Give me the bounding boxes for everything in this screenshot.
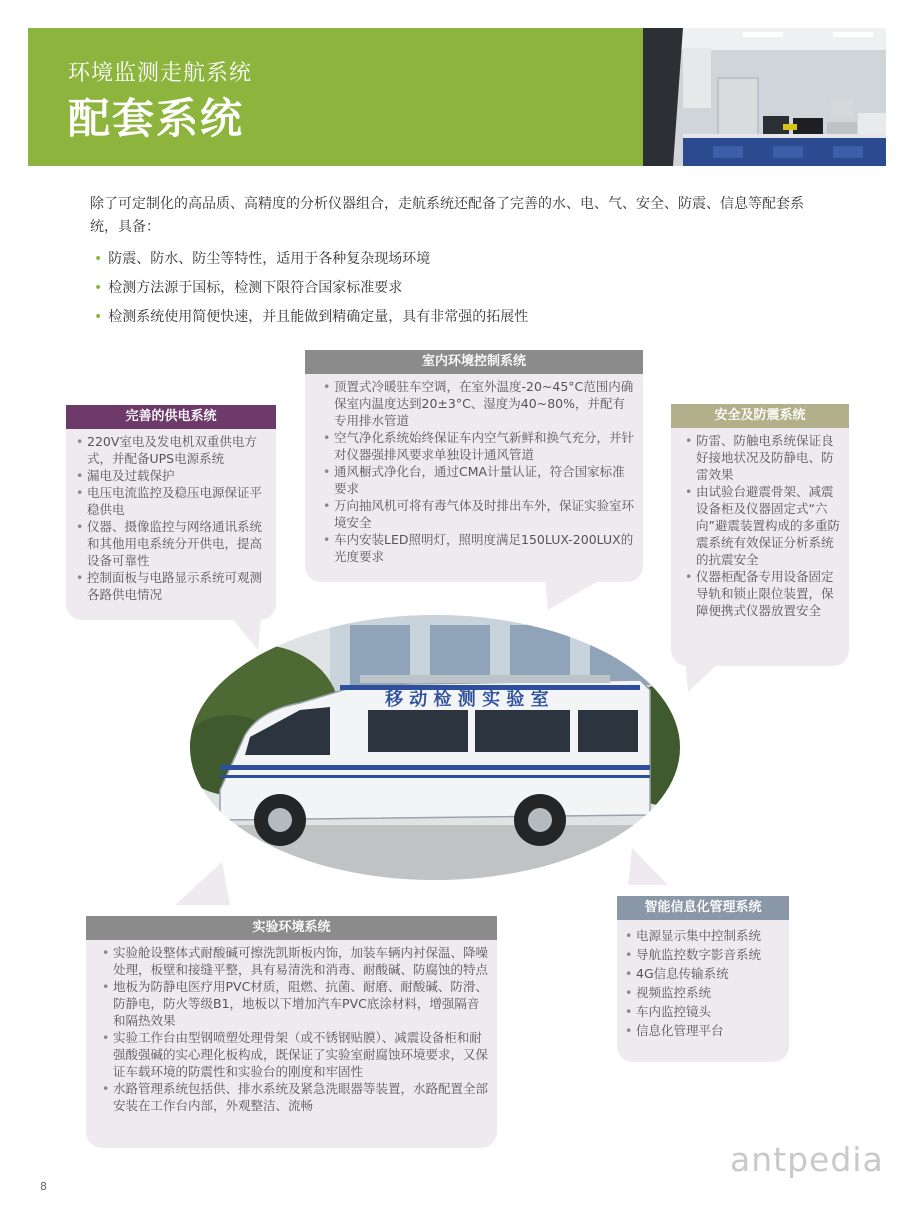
header-subtitle: 环境监测走航系统 [68, 61, 253, 86]
list-item: • 车内监控镜头 [625, 1002, 787, 1021]
list-item: • 视频监控系统 [625, 983, 787, 1002]
list-item: • 4G信息传输系统 [625, 964, 787, 983]
indoor-control-box [305, 350, 643, 582]
list-item: • 防雷、防触电系统保证良好接地状况及防静电、防雷效果 [685, 432, 843, 483]
list-item: • 仪器、摄像监控与网络通讯系统和其他用电系统分开供电，提高设备可靠性 [76, 518, 271, 569]
list-item: • 仪器柜配备专用设备固定导轨和锁止限位装置，保障便携式仪器放置安全 [685, 568, 843, 619]
intro-paragraph: 除了可定制化的高品质、高精度的分析仪器组合，走航系统还配备了完善的水、电、气、安全、防震、信息等配套系统，具备： [90, 196, 804, 235]
list-item: • 信息化管理平台 [625, 1021, 787, 1040]
list-item: • 漏电及过载保护 [76, 467, 271, 484]
bullet-dot-icon: • [94, 309, 103, 325]
list-item: • 车内安装LED照明灯，照明度满足150LUX-200LUX的光度要求 [323, 531, 635, 565]
info-management-title: 智能信息化管理系统 [617, 896, 789, 920]
list-item: • 地板为防静电医疗用PVC材质，阻燃、抗菌、耐磨、耐酸碱、防滑、防静电，防火等级B1，地板以下增加汽车PVC底涂材料，增强隔音和隔热效果 [102, 978, 488, 1029]
safety-box [671, 404, 849, 666]
list-item: • 由试验台避震骨架、减震设备柜及仪器固定式“六向”避震装置构成的多重防震系统有效保证分析系统的抗震安全 [685, 483, 843, 568]
antpedia-logo: antpedia [730, 1140, 884, 1179]
indoor-control-title: 室内环境控制系统 [305, 350, 643, 374]
intro-bullet: • 防震、防水、防尘等特性，适用于各种复杂现场环境 [94, 251, 431, 267]
list-item: • 万向抽风机可将有毒气体及时排出车外，保证实验室环境安全 [323, 497, 635, 531]
intro-bullet: • 检测方法源于国标，检测下限符合国家标准要求 [94, 280, 403, 296]
vehicle-photo [190, 615, 680, 880]
list-item: • 电源显示集中控制系统 [625, 926, 787, 945]
bullet-dot-icon: • [94, 280, 103, 296]
lab-environment-box [86, 916, 497, 1148]
list-item: • 220V室电及发电机双重供电方式，并配备UPS电源系统 [76, 433, 271, 467]
info-management-box [617, 896, 789, 1062]
list-item: • 控制面板与电路显示系统可观测各路供电情况 [76, 569, 271, 603]
list-item: • 顶置式冷暖驻车空调，在室外温度-20~45°C范围内确保室内温度达到20±3°C、湿度为40~80%，并配有专用排水管道 [323, 378, 635, 429]
list-item: • 导航监控数字影音系统 [625, 945, 787, 964]
lab-environment-title: 实验环境系统 [86, 916, 497, 940]
power-supply-title: 完善的供电系统 [66, 405, 276, 429]
page-number: 8 [40, 1180, 47, 1193]
list-item: • 通风橱式净化台，通过CMA计量认证，符合国家标准要求 [323, 463, 635, 497]
bullet-dot-icon: • [94, 251, 103, 267]
list-item: • 电压电流监控及稳压电源保证平稳供电 [76, 484, 271, 518]
power-supply-box [66, 405, 276, 620]
list-item: • 实验舱设整体式耐酸碱可擦洗凯斯板内饰，加装车辆内衬保温、降噪处理，板壁和接缝平整，具有易清洗和消毒、耐酸碱、防腐蚀的特点 [102, 944, 488, 978]
header-title: 配套系统 [68, 94, 245, 143]
list-item: • 实验工作台由型钢喷塑处理骨架（或不锈钢贴膜）、减震设备柜和耐强酸强碱的实心理化板构成，既保证了实验室耐腐蚀环境要求，又保证车载环境的防震性和实验台的刚度和牢固性 [102, 1029, 488, 1080]
list-item: • 空气净化系统始终保证车内空气新鲜和换气充分，并针对仪器强排风要求单独设计通风管道 [323, 429, 635, 463]
vehicle-side-text: 移 动 检 测 实 验 室 [385, 689, 549, 710]
intro-bullet: • 检测系统使用简便快速，并且能做到精确定量，具有非常强的拓展性 [94, 309, 529, 325]
list-item: • 水路管理系统包括供、排水系统及紧急洗眼器等装置，水路配置全部安装在工作台内部，外观整洁、流畅 [102, 1080, 488, 1114]
safety-title: 安全及防震系统 [671, 404, 849, 428]
